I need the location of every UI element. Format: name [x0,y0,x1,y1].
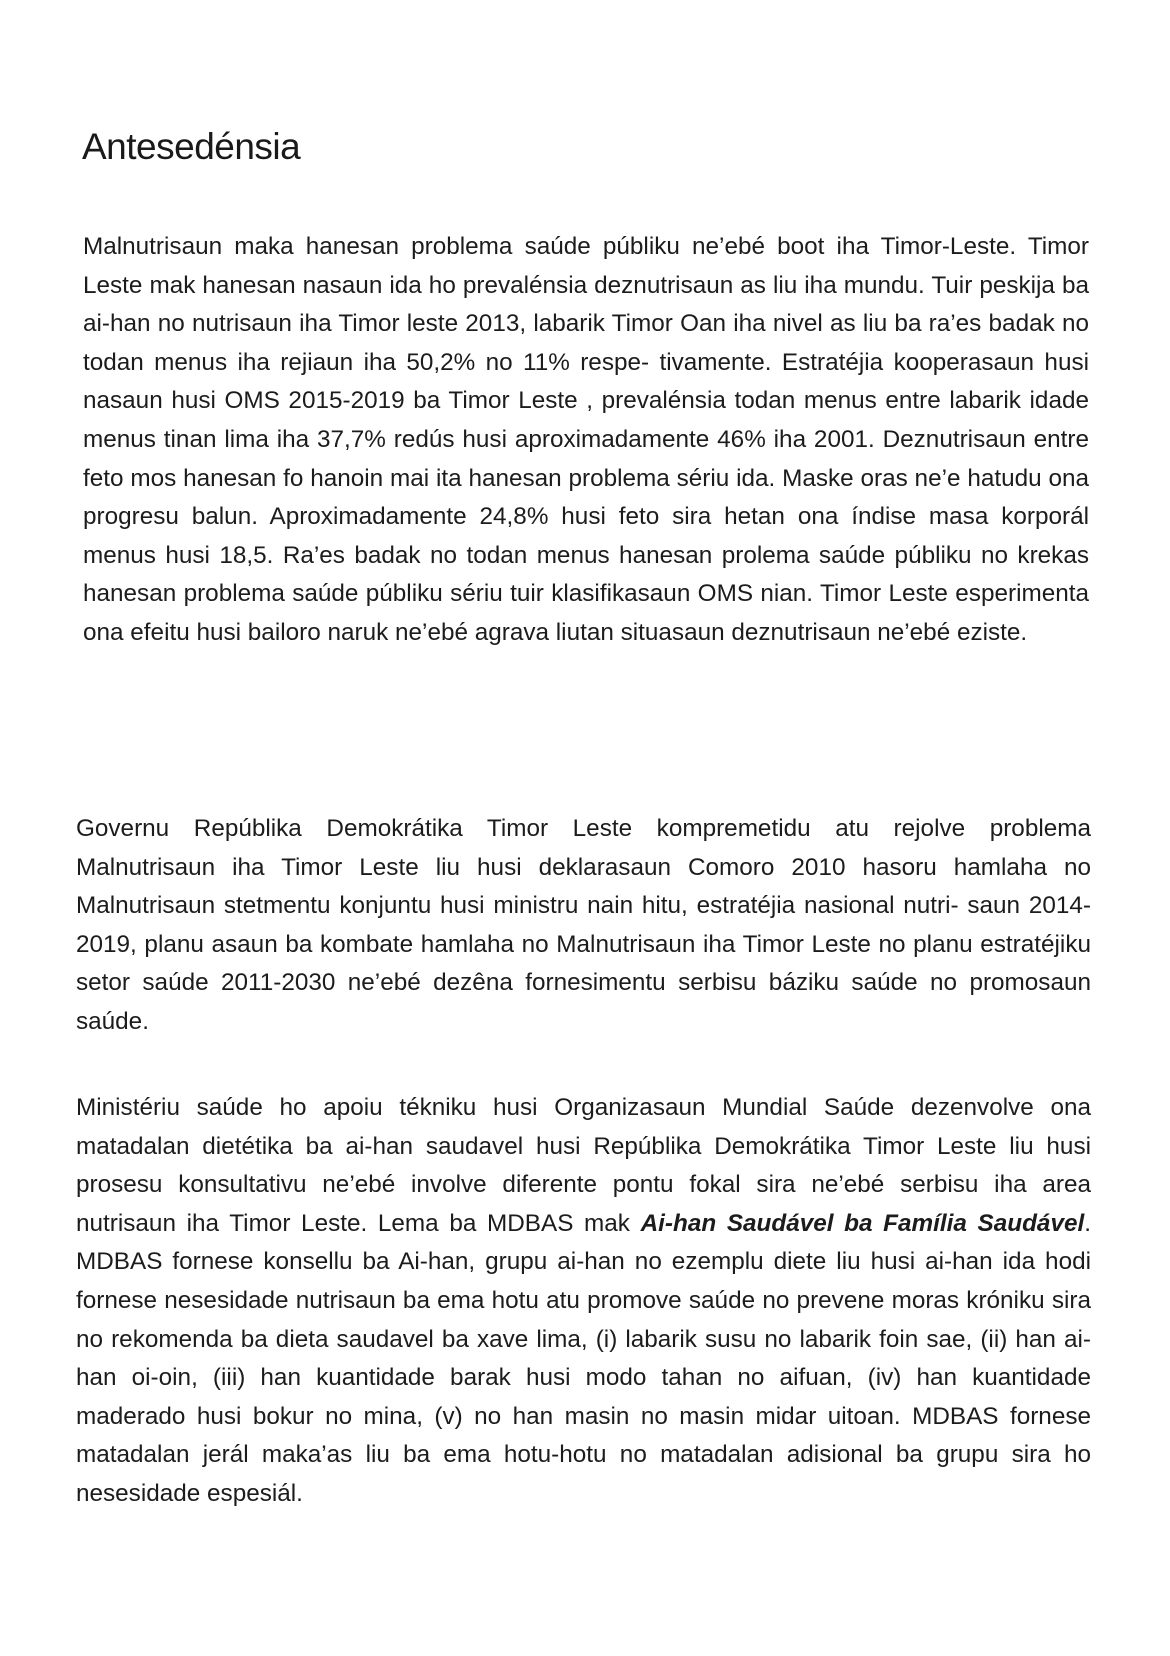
page-title: Antesedénsia [82,126,301,167]
paragraph-malnutrition-background: Malnutrisaun maka hanesan problema saúde públiku ne’ebé boot iha Timor-Leste. Timor Leste mak hanesan nasaun ida ho prevalénsia deznutrisaun as liu iha mundu. Tuir peskija ba ai-han no nutrisaun iha Timor leste 2013, labarik Timor Oan iha nivel as liu ba ra’es badak no todan menus iha rejiaun iha 50,2% no 11% respe- tivamente. Estratéjia kooperasaun husi nasaun husi OMS 2015-2019 ba Timor Leste , prevalénsia todan menus entre labarik idade menus tinan lima iha 37,7% redús husi aproximadamente 46% iha 2001. Deznutrisaun entre feto mos hanesan fo hanoin mai ita hanesan problema sériu ida. Maske oras ne’e hatudu ona progresu balun. Aproximadamente 24,8% husi feto sira hetan ona índise masa korporál menus husi 18,5. Ra’es badak no todan menus hanesan prolema saúde públiku no krekas hanesan problema saúde públiku sériu tuir klasifikasaun OMS nian. Timor Leste esperimenta ona efeitu husi bailoro naruk ne’ebé agrava liutan situasaun deznutrisaun ne’ebé eziste. [83,233,1089,646]
paragraph-3-intro: Ministériu saúde ho apoiu tékniku husi Organizasaun Mundial Saúde dezenvolve ona matadalan dietétika ba ai-han saudavel husi Repúblika Demokrátika Timor Leste liu husi prosesu konsultativu ne’ebé involve diferente pontu fokal sira ne’ebé serbisu iha area nutrisaun iha Timor Leste. Lema ba MDBAS mak [76,1094,1091,1237]
mdbas-motto: Ai-han Saudável ba Família Saudável [640,1209,1085,1237]
paragraph-3-body: . MDBAS fornese konsellu ba Ai-han, grupu ai-han no ezemplu diete liu husi ai-han ida hodi fornese nesesidade nutrisaun ba ema hotu atu promove saúde no prevene moras króniku sira no rekomenda ba dieta saudavel ba xave lima, (i) labarik susu no labarik foin sae, (ii) han ai-han oi-oin, (iii) han kuantidade barak husi modo tahan no aifuan, (iv) han kuantidade maderado husi bokur no mina, (v) no han masin no masin midar uitoan. MDBAS fornese matadalan jerál maka’as liu ba ema hotu-hotu no matadalan adisional ba grupu sira ho nesesidade espesiál. [76,1209,1091,1507]
paragraph-government-commitment: Governu Repúblika Demokrátika Timor Leste kompremetidu atu rejolve problema Malnutrisaun iha Timor Leste liu husi deklarasaun Comoro 2010 hasoru hamlaha no Malnutrisaun stetmentu konjuntu husi ministru nain hitu, estratéjia nasional nutri- saun 2014-2019, planu asaun ba kombate hamlaha no Malnutrisaun iha Timor Leste no planu estratéjiku setor saúde 2011-2030 ne’ebé dezêna fornesimentu serbisu báziku saúde no promosaun saúde. [76,815,1091,1035]
paragraph-mdbas-guidelines [76,1089,1091,1514]
